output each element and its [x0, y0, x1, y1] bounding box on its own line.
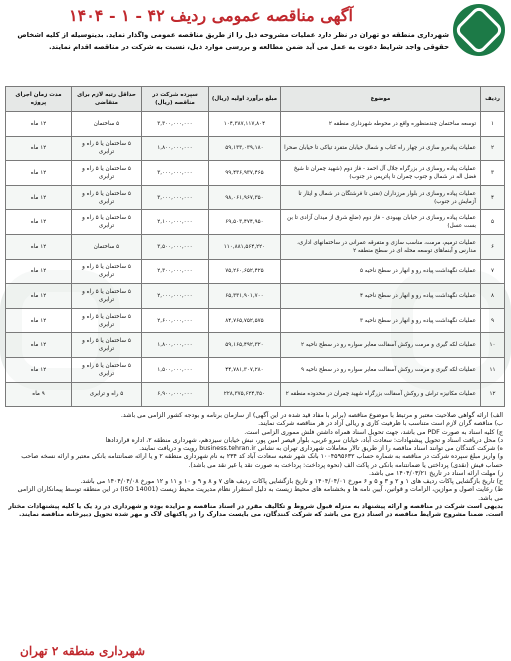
table-cell: ۲۲۸,۳۷۵,۶۲۴,۳۵۰: [209, 382, 281, 407]
table-cell: ۶,۹۰۰,۰۰۰,۰۰۰: [142, 382, 209, 407]
table-cell: ۱۱: [481, 357, 505, 382]
extra-note: بدیهی است شرکت در مناقصه و ارائه پیشنهاد به منزله قبول شروط و تکالیف مقرر در اسناد مناقصه و مزایده بوده و شهرداری در رد یک یا کلیه پیشنهادات مختار است. ضمنا مشروح شرایط مناقصه در اسناد درج می باشد که شرکت کنندگان، می بایست مدارک را در پاکتهای لاک و مهر شده تحویل دبیرخانه مناقصه نمایند.: [8, 502, 503, 519]
table-cell: ۱۲ ماه: [6, 112, 72, 137]
table-cell: ۹ ماه: [6, 382, 72, 407]
table-cell: ۵ ساختمان یا ۵ راه و ترابری: [72, 357, 142, 382]
table-cell: ۵ ساختمان یا ۵ راه و ترابری: [72, 308, 142, 333]
table-cell: توسعه ساختمان چندمنظوره واقع در محوطه شهرداری منطقه ۲: [281, 112, 481, 137]
table-cell: عملیات نگهداشت پیاده رو و انهار در سطح ناحیه ۳: [281, 308, 481, 333]
table-cell: ۵ راه و ترابری: [72, 382, 142, 407]
condition-item: د) محل دریافت اسناد و تحویل پیشنهادات: سعادت آباد، خیابان سرو غربی، بلوار قیصر امین پور، نبش خیابان سیزدهم، شهرداری منطقه ۲، اداره قراردادها: [105, 436, 503, 444]
table-cell: عملیات لکه گیری و مرمت روکش آسفالت معابر سواره رو در سطح ناحیه ۲: [281, 333, 481, 358]
table-cell: ۷: [481, 259, 505, 284]
table-cell: ۱۲ ماه: [6, 357, 72, 382]
table-cell: ۶: [481, 234, 505, 259]
conditions-list: [8, 412, 503, 503]
table-cell: عملیات ترمیم، مرمت، مناسب سازی و متفرقه عمرانی در ساختمانهای اداری، مدارس و آبنماهای توسعه محله ای در سطح منطقه ۲: [281, 234, 481, 259]
condition-item: الف) ارائه گواهی صلاحیت معتبر و مرتبط با موضوع مناقصه (برابر با مفاد قید شده در این آگهی) از سازمان برنامه و بودجه کشور الزامی می باشد.: [120, 412, 503, 420]
condition-item: ه) شرکت کنندگان می توانند اسناد مناقصه را از طریق تالار معاملات شهرداری تهران به نشانی business.tehran.ir رویت و دریافت نمایند.: [139, 445, 503, 453]
table-cell: ۱,۸۰۰,۰۰۰,۰۰۰: [142, 333, 209, 358]
table-row: [6, 308, 505, 333]
table-cell: ۸: [481, 284, 505, 309]
intro-text: شهرداری منطقه دو تهران در نظر دارد عملیات مشروحه ذیل را از طریق مناقصه عمومی واگذار نماید. بدینوسیله از کلیه اشخاص حقوقی واجد شرایط دعوت به عمل می آید ضمن مطالعه و بررسی موارد ذیل، نسبت به شرکت در مناقصه اقدام نمایند.: [17, 31, 449, 51]
condition-item: ب) مناقصه گران لازم است متناسب با ظرفیت کاری و ریالی آزاد در هر مناقصه شرکت نمایند.: [258, 420, 503, 428]
table-cell: ۳,۰۰۰,۰۰۰,۰۰۰: [142, 185, 209, 210]
table-cell: ۱۲ ماه: [6, 333, 72, 358]
table-header-row: [6, 87, 505, 112]
table-cell: عملیات پیاده روسازی در بزرگراه جلال آل احمد - فاز دوم (شهید چمران تا شیخ فضل اله در شمال و جنوب چمران تا پاتریس در جنوب): [281, 161, 481, 186]
table-cell: ۱۰۴,۳۸۷,۱۱۷,۸۰۴: [209, 112, 281, 137]
table-cell: ۹۹,۴۳۶,۹۳۷,۴۶۵: [209, 161, 281, 186]
table-cell: ۲,۱۰۰,۰۰۰,۰۰۰: [142, 210, 209, 235]
table-row: [6, 161, 505, 186]
table-row: [6, 234, 505, 259]
column-header: سپرده شرکت در مناقصه (ریال): [142, 87, 209, 112]
column-header: مبلغ برآورد اولیه (ریال): [209, 87, 281, 112]
table-cell: ۱۲ ماه: [6, 210, 72, 235]
column-header: مدت زمان اجرای پروژه: [6, 87, 72, 112]
column-header: حداقل رتبه لازم برای متقاضی: [72, 87, 142, 112]
table-cell: ۶۵,۳۳۱,۹۰۱,۷۰۰: [209, 284, 281, 309]
table-cell: ۱۱۰,۸۸۱,۵۶۴,۲۲۰: [209, 234, 281, 259]
table-cell: ۱۲ ماه: [6, 161, 72, 186]
table-cell: ۵ ساختمان یا ۵ راه و ترابری: [72, 185, 142, 210]
table-cell: ۲,۰۰۰,۰۰۰,۰۰۰: [142, 284, 209, 309]
table-row: [6, 185, 505, 210]
condition-item: ط) رعایت اصول و موازین، الزامات و قوانین، آیین نامه ها و بخشنامه های محیط زیست به دلیل استقرار نظام مدیریت محیط زیست (ISO 14001) در این منطقه توسط پیمانکاران الزامی می باشد.: [17, 486, 503, 502]
table-cell: عملیات پیاده روسازی در بلوار مرزداران (نفتی تا فرشتگان در شمال و ایثار تا آزمایش در جنوب): [281, 185, 481, 210]
column-header: ردیف: [481, 87, 505, 112]
table-cell: ۹۸,۰۶۱,۹۶۷,۳۵۰: [209, 185, 281, 210]
table-cell: عملیات مکانیزه تراش و روکش آسفالت بزرگراه شهید چمران در محدوده منطقه ۲: [281, 382, 481, 407]
table-cell: ۵۹,۱۳۳,۰۳۹,۱۸۰: [209, 136, 281, 161]
table-cell: ۷۵,۲۶۰,۶۵۲,۴۲۵: [209, 259, 281, 284]
table-cell: ۵ ساختمان یا ۵ راه و ترابری: [72, 259, 142, 284]
condition-item: و) واریز مبلغ سپرده شرکت در مناقصه به شماره حساب ۱۰۰۴۵۹۵۶۳۲ بانک شهر شعبه سعادت آباد کد ۲۳۴ به نام شهرداری منطقه ۲ و یا ارائه ضمانتنامه بانکی معتبر و ارائه نسخه صاحب حساب فیش (نقدی) پرداختی یا ضمانتنامه بانکی در پاکت الف (نحوه پرداخت: پرداخت به صورت نقد یا غیر نقد می باشد).: [21, 453, 503, 469]
signature: شهرداری منطقه ۲ تهران: [20, 644, 146, 658]
table-cell: ۵ ساختمان یا ۵ راه و ترابری: [72, 284, 142, 309]
table-cell: ۳,۰۰۰,۰۰۰,۰۰۰: [142, 161, 209, 186]
table-cell: ۵ ساختمان یا ۵ راه و ترابری: [72, 210, 142, 235]
table-row: [6, 112, 505, 137]
table-cell: ۳,۳۰۰,۰۰۰,۰۰۰: [142, 112, 209, 137]
table-row: [6, 136, 505, 161]
table-cell: ۵: [481, 210, 505, 235]
table-cell: ۵ ساختمان یا ۵ راه و ترابری: [72, 161, 142, 186]
table-cell: عملیات پیاده‌رو سازی در چهار راه کتاب و شمال خیابان متفرد تیاکی تا خیابان صحرا: [281, 136, 481, 161]
table-cell: ۴۴,۷۸۱,۳۰۷,۲۸۰: [209, 357, 281, 382]
table-cell: ۱۲ ماه: [6, 185, 72, 210]
table-row: [6, 259, 505, 284]
table-row: [6, 382, 505, 407]
table-cell: عملیات نگهداشت پیاده رو و انهار در سطح ناحیه ۴: [281, 284, 481, 309]
table-cell: ۲,۳۰۰,۰۰۰,۰۰۰: [142, 259, 209, 284]
table-cell: ۶۹,۵۰۳,۴۷۴,۹۵۰: [209, 210, 281, 235]
table-cell: ۵ ساختمان: [72, 112, 142, 137]
table-cell: ۲: [481, 136, 505, 161]
table-body: [6, 112, 505, 407]
table-cell: ۹: [481, 308, 505, 333]
table-cell: عملیات پیاده روسازی در خیابان بهبودی - فاز دوم (ضلع شرق از میدان آزادی تا بن بست عسل): [281, 210, 481, 235]
tender-table: [5, 86, 505, 407]
table-cell: ۵ ساختمان یا ۵ راه و ترابری: [72, 333, 142, 358]
table-cell: ۱۲ ماه: [6, 308, 72, 333]
table-row: [6, 284, 505, 309]
table-row: [6, 333, 505, 358]
table-row: [6, 210, 505, 235]
column-header: موضوع: [281, 87, 481, 112]
page-title: آگهی مناقصه عمومی ردیف ۴۲ - ۱ - ۱۴۰۴: [69, 6, 353, 25]
table-cell: ۵ ساختمان: [72, 234, 142, 259]
table-cell: ۳,۵۰۰,۰۰۰,۰۰۰: [142, 234, 209, 259]
condition-item: ج) کلیه اسناد به صورت PDF می باشد، جهت تحویل اسناد همراه داشتن فلش مموری الزامی است.: [244, 428, 503, 436]
table-cell: ۱۲ ماه: [6, 259, 72, 284]
table-cell: ۱: [481, 112, 505, 137]
table-cell: ۳: [481, 161, 505, 186]
table-cell: ۱۲ ماه: [6, 284, 72, 309]
table-cell: ۱۰: [481, 333, 505, 358]
table-cell: ۱۲ ماه: [6, 136, 72, 161]
table-row: [6, 357, 505, 382]
condition-item: ز) مهلت ارائه اسناد در تاریخ ۱۴۰۴/۰۳/۲۱ می باشد.: [369, 469, 503, 477]
header: [0, 0, 511, 86]
conditions-section: [8, 412, 503, 519]
table-cell: ۵۹,۱۶۵,۴۹۲,۳۲۰: [209, 333, 281, 358]
table-cell: ۱,۵۰۰,۰۰۰,۰۰۰: [142, 357, 209, 382]
tehran-municipality-logo-icon: [453, 4, 505, 56]
table-cell: ۸۴,۷۶۵,۷۵۲,۵۷۵: [209, 308, 281, 333]
table-cell: عملیات لکه گیری و مرمت روکش آسفالت معابر سواره رو در سطح ناحیه ۹: [281, 357, 481, 382]
table-cell: ۱۲ ماه: [6, 234, 72, 259]
table-cell: ۱۲: [481, 382, 505, 407]
table-cell: ۵ ساختمان یا ۵ راه و ترابری: [72, 136, 142, 161]
condition-item: ح) تاریخ بازگشایی پاکات ردیف های ۱ و ۲ و ۳ و ۵ و ۶ مورخ ۱۴۰۴/۰۴/۰۱ و تاریخ بازگشایی پاکات ردیف های ۷ و ۸ و ۹ و ۱۰ و ۱۱ و ۱۲ مورخ ۱۴۰۴/۰۴/۰۸ می باشد.: [80, 478, 503, 486]
table-cell: ۱,۸۰۰,۰۰۰,۰۰۰: [142, 136, 209, 161]
table-cell: ۲,۶۰۰,۰۰۰,۰۰۰: [142, 308, 209, 333]
table-cell: ۴: [481, 185, 505, 210]
table-cell: عملیات نگهداشت پیاده رو و انهار در سطح ناحیه ۵: [281, 259, 481, 284]
